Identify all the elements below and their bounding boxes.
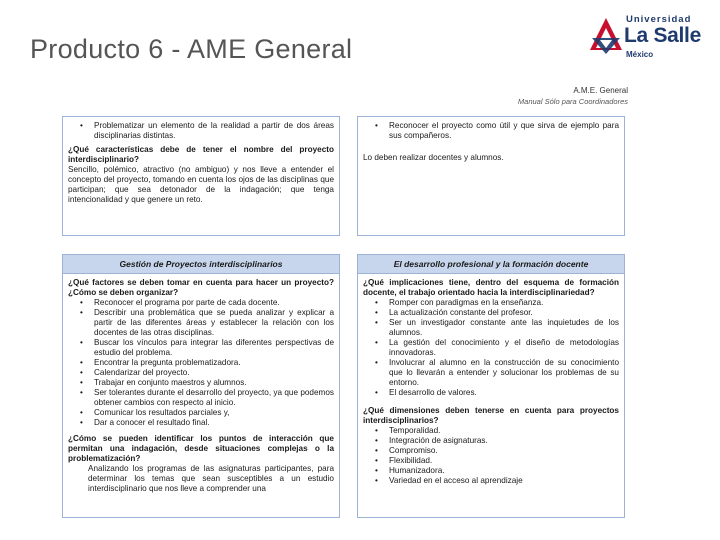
doc-header-title: A.M.E. General — [573, 86, 628, 95]
logo-line3: México — [626, 50, 654, 59]
panel-project-management — [62, 254, 340, 518]
list-item: • Humanizadora. — [389, 466, 619, 476]
panel-heading: Gestión de Proyectos interdisciplinarios — [63, 255, 339, 274]
doc-header-subtitle: Manual Sólo para Coordinadores — [517, 97, 628, 106]
list-item: • Compromiso. — [389, 446, 619, 456]
list-item: • Involucrar al alumno en la construcción de su conocimiento que lo llevarán a entender y solucionar los problemas de su entorno. — [389, 358, 619, 388]
slide-title: Producto 6 - AME General — [30, 34, 353, 64]
list-item: • Problematizar un elemento de la realidad a partir de dos áreas disciplinarias distintas. — [94, 121, 334, 141]
question-heading: ¿Qué factores se deben tomar en cuenta para hacer un proyecto? ¿Cómo se deben organizar? — [68, 278, 334, 297]
list-item: • La gestión del conocimiento y el diseño de metodologías innovadoras. — [389, 338, 619, 358]
list-item: • Temporalidad. — [389, 426, 619, 436]
list-item: • Flexibilidad. — [389, 456, 619, 466]
list-item: • Reconocer el programa por parte de cada docente. — [94, 298, 334, 308]
list-item: • La actualización constante del profesor. — [389, 308, 619, 318]
panel-heading: El desarrollo profesional y la formación docente — [358, 255, 624, 274]
list-item: • Comunicar los resultados parciales y, — [94, 408, 334, 418]
list-item: • Romper con paradigmas en la enseñanza. — [389, 298, 619, 308]
university-logo — [588, 14, 713, 66]
list-item: • Buscar los vínculos para integrar las diferentes perspectivas de estudio del problema. — [94, 338, 334, 358]
list-item: • Encontrar la pregunta problematizadora. — [94, 358, 334, 368]
list-item: • Reconocer el proyecto como útil y que sirva de ejemplo para sus compañeros. — [389, 121, 619, 141]
document-header — [518, 85, 628, 107]
question-heading: ¿Qué características debe de tener el nombre del proyecto interdisciplinario? — [68, 145, 334, 164]
logo-line2: La Salle — [624, 24, 701, 47]
panel-top-left — [62, 116, 340, 236]
panel-professional-development — [357, 254, 625, 518]
list-item: • Ser tolerantes durante el desarrollo del proyecto, ya que podemos obtener cambios con respecto al inicio. — [94, 388, 334, 408]
list-item: • Integración de asignaturas. — [389, 436, 619, 446]
list-item: • Calendarizar del proyecto. — [94, 368, 334, 378]
list-item: • El desarrollo de valores. — [389, 388, 619, 398]
list-item: • Variedad en el acceso al aprendizaje — [389, 476, 619, 486]
logo-line1: Universidad — [626, 14, 692, 25]
question-heading: ¿Qué dimensiones deben tenerse en cuenta para proyectos interdisciplinarios? — [363, 406, 619, 425]
question-heading: ¿Cómo se pueden identificar los puntos de interacción que permitan una indagación, desde situaciones complejas o la problematización? — [68, 434, 334, 463]
list-item: • Ser un investigador constante ante las inquietudes de los alumnos. — [389, 318, 619, 338]
list-item: • Describir una problemática que se pueda analizar y explicar a partir de las diferentes áreas y establecer la relación con los docentes de las otras disciplinas. — [94, 308, 334, 338]
list-item: • Trabajar en conjunto maestros y alumnos. — [94, 378, 334, 388]
panel-top-right — [357, 116, 625, 236]
answer-text: Sencillo, polémico, atractivo (no ambiguo) y nos lleve a entender el concepto del proyecto, tomando en cuenta los ojos de las disciplinas que participan; que sea detonador de la indagación; que tenga intencionalidad y que genere un reto. — [68, 165, 334, 204]
answer-text: Lo deben realizar docentes y alumnos. — [363, 153, 504, 162]
lasalle-star-icon — [588, 16, 624, 56]
list-item: • Dar a conocer el resultado final. — [94, 418, 334, 428]
answer-text: Analizando los programas de las asignaturas participantes, para determinar los temas que sean susceptibles a un estudio interdisciplinario que nos lleve a comprender una — [88, 464, 334, 493]
question-heading: ¿Qué implicaciones tiene, dentro del esquema de formación docente, el trabajo orientado hacia la interdisciplinariedad? — [363, 278, 619, 297]
